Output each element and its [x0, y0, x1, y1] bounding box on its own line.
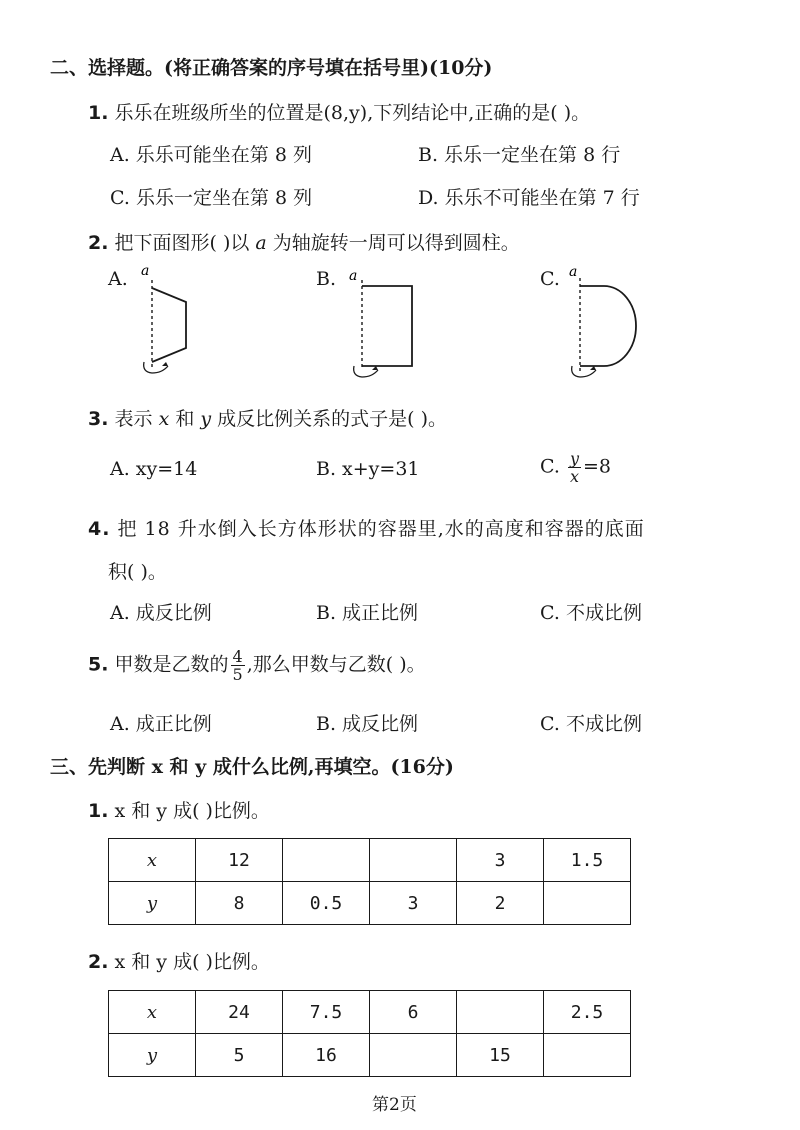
- q5-option-a[interactable]: A. 成正比例: [110, 713, 212, 735]
- table-cell: 7.5: [283, 991, 370, 1034]
- axis-label-b: a: [349, 268, 358, 284]
- q2-option-c[interactable]: C.: [540, 268, 560, 290]
- variable-x: x: [158, 408, 170, 430]
- table-cell: 3: [370, 882, 457, 925]
- question-text: 成反比例关系的式子是( )。: [217, 408, 448, 430]
- axis-label: a: [255, 232, 267, 254]
- table-header-x: x: [109, 991, 196, 1034]
- variable-y: y: [200, 408, 212, 430]
- question-2: [88, 228, 520, 255]
- fraction-numerator: y: [569, 449, 579, 468]
- table-row: [109, 882, 631, 925]
- q5-option-b[interactable]: B. 成反比例: [316, 713, 419, 735]
- q3-option-c[interactable]: [540, 450, 611, 485]
- table-row: [109, 839, 631, 882]
- table-cell: 6: [370, 991, 457, 1034]
- s3-table-1: [108, 838, 631, 925]
- table-cell: 3: [457, 839, 544, 882]
- table-header-y: y: [109, 1034, 196, 1077]
- question-number: 2.: [88, 232, 109, 254]
- axis-label-c: a: [569, 264, 578, 280]
- q1-option-c[interactable]: C. 乐乐一定坐在第 8 列: [110, 187, 313, 209]
- table-cell: 8: [196, 882, 283, 925]
- fraction-denominator: 5: [232, 665, 243, 684]
- question-text: 把下面图形( )以: [114, 232, 250, 254]
- question-text: 甲数是乙数的: [114, 653, 229, 676]
- table-header-y: y: [109, 882, 196, 925]
- q2-option-b[interactable]: B.: [316, 268, 337, 290]
- q4-option-b[interactable]: B. 成正比例: [316, 602, 419, 624]
- question-number: 5.: [88, 653, 109, 676]
- table-cell: 2.5: [544, 991, 631, 1034]
- question-text: 为轴旋转一周可以得到圆柱。: [272, 232, 520, 254]
- table-row: [109, 991, 631, 1034]
- section-3-title: 三、先判断 x 和 y 成什么比例,再填空。(16分): [50, 756, 454, 778]
- table-row: [109, 1034, 631, 1077]
- fraction-denominator: x: [569, 467, 579, 486]
- table-cell: 12: [196, 839, 283, 882]
- question-text: x 和 y 成( )比例。: [114, 951, 270, 973]
- page-number: 第2页: [372, 1095, 417, 1115]
- fraction-numerator: 4: [232, 647, 243, 666]
- q1-option-b[interactable]: B. 乐乐一定坐在第 8 行: [418, 144, 621, 166]
- table-cell[interactable]: [544, 882, 631, 925]
- table-cell: 2: [457, 882, 544, 925]
- question-text: 乐乐在班级所坐的位置是(8,y),下列结论中,正确的是( )。: [114, 102, 591, 124]
- question-number: 4.: [88, 518, 111, 540]
- question-4: [88, 514, 645, 541]
- axis-label-a: a: [141, 263, 150, 279]
- q4-option-c[interactable]: C. 不成比例: [540, 602, 642, 624]
- table-cell: 24: [196, 991, 283, 1034]
- question-text: 和: [175, 408, 195, 430]
- option-label: C.: [540, 455, 560, 478]
- question-number: 3.: [88, 408, 109, 430]
- s3-question-2: [88, 947, 270, 974]
- question-text: 表示: [114, 408, 153, 430]
- table-cell[interactable]: [283, 839, 370, 882]
- table-cell: 16: [283, 1034, 370, 1077]
- table-cell: 5: [196, 1034, 283, 1077]
- table-cell: 15: [457, 1034, 544, 1077]
- fraction: [231, 648, 245, 683]
- q5-option-c[interactable]: C. 不成比例: [540, 713, 642, 735]
- s3-table-2: [108, 990, 631, 1077]
- q3-option-a[interactable]: A. xy=14: [110, 458, 198, 480]
- q1-option-a[interactable]: A. 乐乐可能坐在第 8 列: [110, 144, 312, 166]
- question-3: [88, 404, 447, 431]
- q3-option-b[interactable]: B. x+y=31: [316, 458, 420, 480]
- table-cell: 1.5: [544, 839, 631, 882]
- table-cell: 0.5: [283, 882, 370, 925]
- question-number: 2.: [88, 951, 109, 973]
- option-rest: =8: [583, 455, 612, 478]
- question-1: [88, 98, 590, 125]
- table-cell[interactable]: [544, 1034, 631, 1077]
- section-2-title: 二、选择题。(将正确答案的序号填在括号里)(10分): [50, 57, 493, 79]
- question-number: 1.: [88, 800, 109, 822]
- table-cell[interactable]: [370, 1034, 457, 1077]
- figure-a-trapezoid: [136, 262, 206, 382]
- question-text: 把 18 升水倒入长方体形状的容器里,水的高度和容器的底面: [117, 518, 645, 540]
- figure-b-rectangle: [344, 262, 424, 382]
- figure-c-semicircle: [564, 262, 644, 382]
- table-cell[interactable]: [370, 839, 457, 882]
- question-text: x 和 y 成( )比例。: [114, 800, 270, 822]
- question-4-line-2: 积( )。: [108, 561, 167, 583]
- q1-option-d[interactable]: D. 乐乐不可能坐在第 7 行: [418, 187, 640, 209]
- s3-question-1: [88, 796, 270, 823]
- question-5: [88, 648, 426, 683]
- fraction: [568, 450, 581, 485]
- question-number: 1.: [88, 102, 109, 124]
- q2-option-a[interactable]: A.: [108, 268, 128, 290]
- table-header-x: x: [109, 839, 196, 882]
- q4-option-a[interactable]: A. 成反比例: [110, 602, 212, 624]
- table-cell[interactable]: [457, 991, 544, 1034]
- question-text: ,那么甲数与乙数( )。: [246, 653, 426, 676]
